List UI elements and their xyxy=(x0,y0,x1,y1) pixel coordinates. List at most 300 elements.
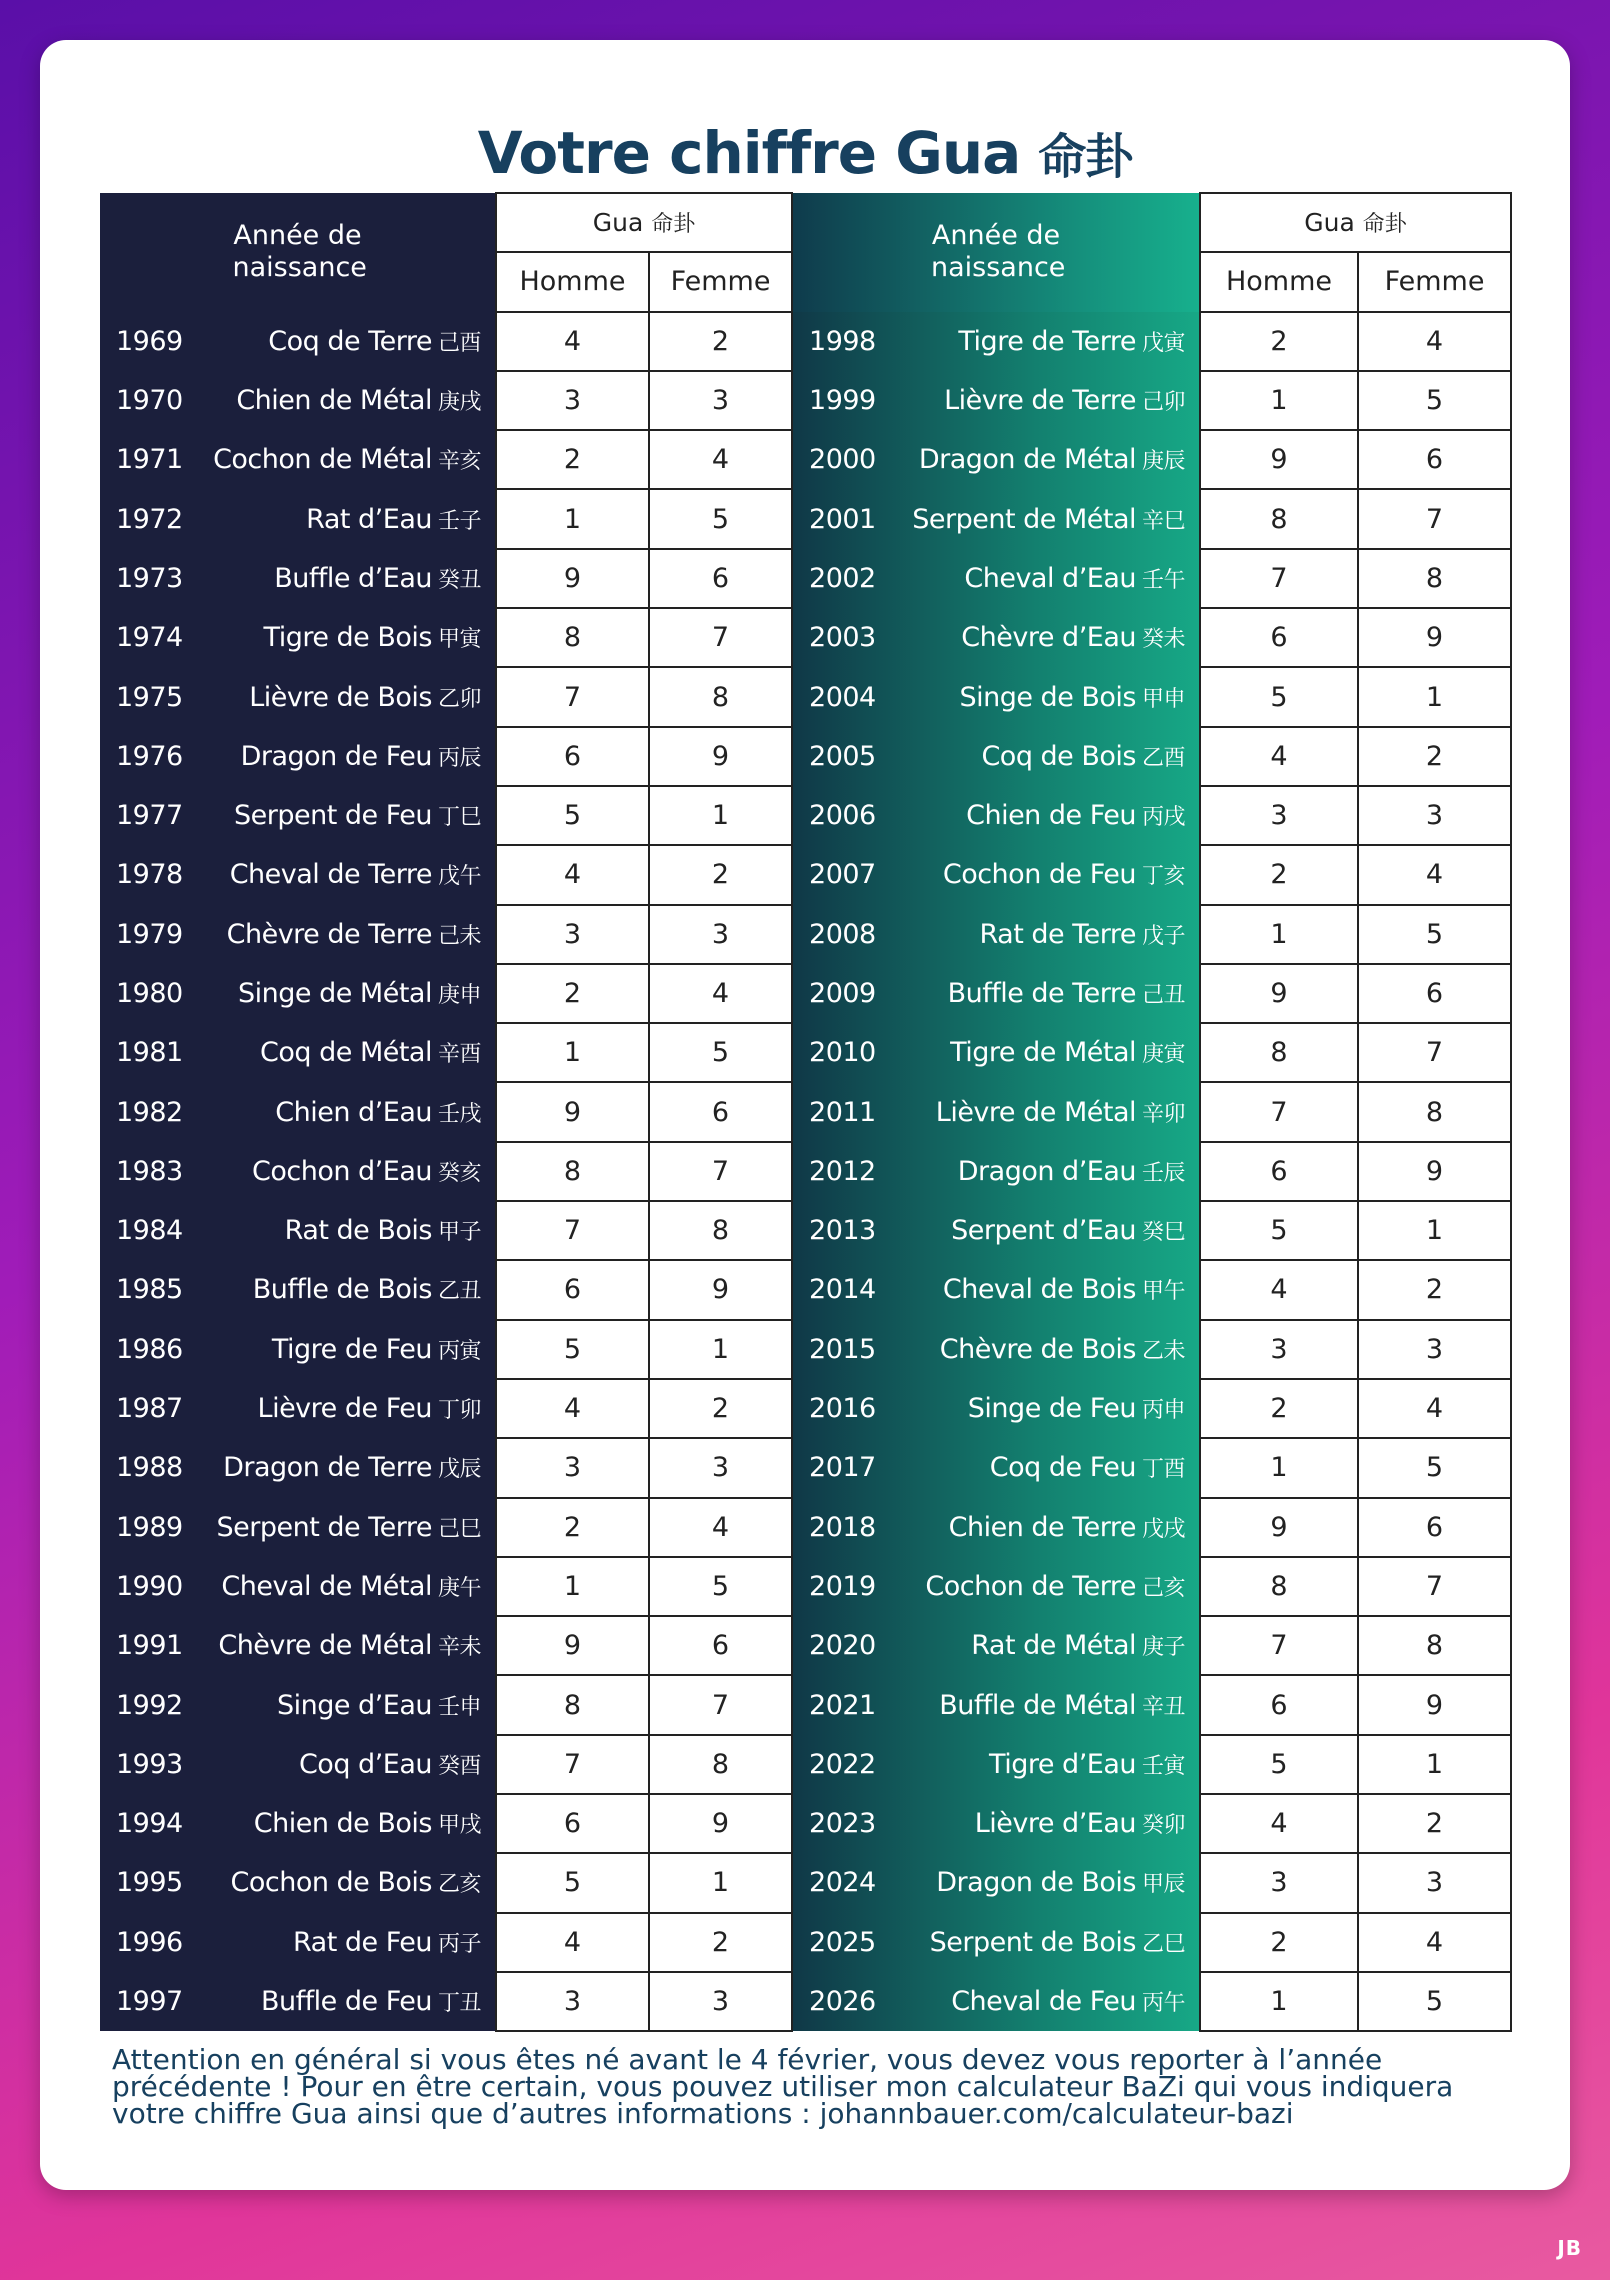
gua-femme-cell: 7 xyxy=(1358,489,1511,548)
year-cell-right xyxy=(792,1082,1200,1141)
zodiac-sign xyxy=(958,1156,1185,1187)
birth-year: 1992 xyxy=(116,1689,183,1721)
year-cell-left xyxy=(100,1913,496,1972)
table-row xyxy=(100,667,1511,726)
zodiac-sign xyxy=(919,444,1185,475)
gua-homme-cell: 3 xyxy=(1200,786,1358,845)
gua-homme-cell: 1 xyxy=(496,1023,649,1082)
birth-year: 2021 xyxy=(809,1689,876,1721)
header-gua-left: Gua 命卦 xyxy=(496,193,792,252)
zodiac-sign xyxy=(968,1393,1185,1424)
table-row xyxy=(100,786,1511,845)
zodiac-name: Singe de Bois xyxy=(959,681,1136,713)
zodiac-sign xyxy=(966,800,1185,831)
birth-year: 1999 xyxy=(809,385,876,417)
zodiac-name: Cheval de Métal xyxy=(221,1570,432,1602)
gua-homme-cell: 9 xyxy=(1200,964,1358,1023)
gua-femme-cell: 3 xyxy=(649,1972,792,2031)
zodiac-sign xyxy=(299,1749,481,1780)
zodiac-sign xyxy=(236,385,481,416)
gua-table xyxy=(100,192,1512,2032)
year-cell-left xyxy=(100,1794,496,1853)
zodiac-sign xyxy=(930,1927,1185,1958)
gua-homme-cell: 8 xyxy=(1200,1023,1358,1082)
gua-femme-cell: 9 xyxy=(649,727,792,786)
zodiac-chinese: 庚申 xyxy=(437,983,481,1008)
gua-femme-cell: 7 xyxy=(1358,1023,1511,1082)
gua-homme-cell: 4 xyxy=(1200,1794,1358,1853)
year-cell-right xyxy=(792,1379,1200,1438)
birth-year: 2003 xyxy=(809,622,876,654)
gua-femme-cell: 8 xyxy=(649,667,792,726)
birth-year: 2025 xyxy=(809,1926,876,1958)
zodiac-chinese: 壬子 xyxy=(437,508,481,534)
zodiac-sign xyxy=(943,859,1185,890)
footer-note: Attention en général si vous êtes né avant le 4 février, vous devez vous reporter à l’année précédente ! Pour en être certain, vous pouvez utiliser mon calculateur BaZi qui vous indiquera votre chiffre Gua ainsi que d’autres informations : johannbauer.com/calculateur-bazi xyxy=(112,2043,1454,2130)
year-cell-left xyxy=(100,430,496,489)
birth-year: 2015 xyxy=(809,1333,876,1365)
zodiac-chinese: 己丑 xyxy=(1142,983,1186,1008)
zodiac-sign xyxy=(975,1808,1185,1839)
zodiac-chinese: 庚午 xyxy=(437,1575,481,1601)
zodiac-chinese: 庚寅 xyxy=(1142,1042,1186,1068)
zodiac-name: Dragon de Terre xyxy=(223,1452,432,1484)
header-femme-left: Femme xyxy=(649,252,792,311)
gua-homme-cell: 1 xyxy=(496,1557,649,1616)
gua-femme-cell: 6 xyxy=(649,1082,792,1141)
zodiac-name: Lièvre de Terre xyxy=(944,385,1136,417)
gua-femme-cell: 7 xyxy=(1358,1557,1511,1616)
zodiac-name: Serpent de Terre xyxy=(216,1511,432,1543)
zodiac-name: Chèvre de Terre xyxy=(226,918,432,950)
gua-femme-cell: 9 xyxy=(649,1260,792,1319)
header-birth-year-left: Année de naissance xyxy=(100,193,496,312)
zodiac-sign xyxy=(227,919,481,950)
table-row xyxy=(100,489,1511,548)
zodiac-name: Serpent de Feu xyxy=(233,800,432,832)
zodiac-name: Chèvre de Bois xyxy=(939,1333,1136,1365)
year-cell-right xyxy=(792,608,1200,667)
gua-homme-cell: 5 xyxy=(496,1320,649,1379)
birth-year: 2001 xyxy=(809,503,876,535)
gua-femme-cell: 4 xyxy=(1358,845,1511,904)
zodiac-chinese: 己未 xyxy=(437,923,481,949)
gua-homme-cell: 3 xyxy=(496,1972,649,2031)
zodiac-name: Coq de Métal xyxy=(260,1037,432,1069)
table-row xyxy=(100,1082,1511,1141)
gua-femme-cell: 1 xyxy=(649,786,792,845)
table-row xyxy=(100,727,1511,786)
table-row xyxy=(100,1260,1511,1319)
table-row xyxy=(100,845,1511,904)
gua-homme-cell: 1 xyxy=(1200,905,1358,964)
zodiac-name: Rat de Bois xyxy=(284,1215,432,1247)
zodiac-sign xyxy=(218,1630,481,1661)
year-cell-left xyxy=(100,608,496,667)
zodiac-name: Chien de Métal xyxy=(236,385,432,417)
zodiac-name: Cochon de Feu xyxy=(942,859,1136,891)
zodiac-name: Lièvre de Métal xyxy=(935,1096,1136,1128)
zodiac-name: Rat d’Eau xyxy=(306,503,432,535)
zodiac-sign xyxy=(912,504,1185,535)
gua-homme-cell: 3 xyxy=(496,371,649,430)
gua-homme-cell: 6 xyxy=(496,727,649,786)
year-cell-right xyxy=(792,312,1200,371)
zodiac-sign xyxy=(940,1334,1185,1365)
zodiac-sign xyxy=(277,1690,481,1721)
gua-femme-cell: 6 xyxy=(1358,964,1511,1023)
zodiac-name: Singe d’Eau xyxy=(276,1689,432,1721)
zodiac-name: Serpent d’Eau xyxy=(951,1215,1136,1247)
table-row xyxy=(100,1142,1511,1201)
gua-homme-cell: 8 xyxy=(1200,489,1358,548)
gua-femme-cell: 5 xyxy=(1358,1438,1511,1497)
birth-year: 2010 xyxy=(809,1037,876,1069)
zodiac-name: Chien d’Eau xyxy=(275,1096,432,1128)
zodiac-chinese: 壬辰 xyxy=(1142,1160,1186,1186)
zodiac-name: Buffle de Feu xyxy=(261,1986,432,2018)
birth-year: 2020 xyxy=(809,1630,876,1662)
year-cell-left xyxy=(100,786,496,845)
table-row xyxy=(100,905,1511,964)
year-cell-left xyxy=(100,1557,496,1616)
zodiac-chinese: 辛未 xyxy=(437,1635,481,1661)
zodiac-sign xyxy=(264,622,481,653)
year-cell-right xyxy=(792,786,1200,845)
zodiac-chinese: 壬戌 xyxy=(437,1101,481,1127)
zodiac-chinese: 丁巳 xyxy=(437,805,481,831)
year-cell-right xyxy=(792,1853,1200,1912)
birth-year: 2018 xyxy=(809,1511,876,1543)
zodiac-chinese: 辛巳 xyxy=(1142,508,1186,534)
gua-femme-cell: 1 xyxy=(1358,1201,1511,1260)
zodiac-sign xyxy=(221,1571,481,1602)
year-cell-right xyxy=(792,964,1200,1023)
birth-year: 2013 xyxy=(809,1215,876,1247)
zodiac-sign xyxy=(238,978,481,1009)
gua-homme-cell: 5 xyxy=(496,786,649,845)
year-cell-left xyxy=(100,1498,496,1557)
gua-femme-cell: 8 xyxy=(649,1735,792,1794)
table-row xyxy=(100,312,1511,371)
zodiac-name: Chien de Feu xyxy=(966,800,1136,832)
gua-homme-cell: 3 xyxy=(1200,1853,1358,1912)
gua-homme-cell: 6 xyxy=(1200,1675,1358,1734)
birth-year: 1995 xyxy=(116,1867,183,1899)
table-row xyxy=(100,430,1511,489)
zodiac-sign xyxy=(258,1393,481,1424)
year-cell-left xyxy=(100,1023,496,1082)
zodiac-sign xyxy=(217,1512,482,1543)
zodiac-sign xyxy=(939,1690,1185,1721)
gua-homme-cell: 9 xyxy=(496,1616,649,1675)
zodiac-name: Buffle de Bois xyxy=(252,1274,432,1306)
year-cell-left xyxy=(100,845,496,904)
gua-homme-cell: 9 xyxy=(496,1082,649,1141)
gua-femme-cell: 1 xyxy=(1358,667,1511,726)
gua-homme-cell: 1 xyxy=(496,489,649,548)
year-cell-right xyxy=(792,1320,1200,1379)
zodiac-sign xyxy=(950,1037,1185,1068)
gua-homme-cell: 6 xyxy=(1200,608,1358,667)
zodiac-name: Chèvre d’Eau xyxy=(961,622,1136,654)
gua-homme-cell: 9 xyxy=(1200,1498,1358,1557)
zodiac-name: Serpent de Bois xyxy=(929,1926,1136,1958)
title-chinese: 命卦 xyxy=(1038,129,1133,185)
birth-year: 1986 xyxy=(116,1333,183,1365)
gua-homme-cell: 5 xyxy=(1200,667,1358,726)
gua-homme-cell: 6 xyxy=(496,1260,649,1319)
birth-year: 1983 xyxy=(116,1155,183,1187)
zodiac-name: Chien de Terre xyxy=(948,1511,1136,1543)
birth-year: 2019 xyxy=(809,1570,876,1602)
gua-femme-cell: 3 xyxy=(649,371,792,430)
title-text: Votre chiffre Gua xyxy=(477,119,1021,187)
gua-femme-cell: 8 xyxy=(1358,549,1511,608)
zodiac-name: Rat de Métal xyxy=(971,1630,1136,1662)
zodiac-chinese: 戊戌 xyxy=(1142,1516,1186,1542)
year-cell-right xyxy=(792,549,1200,608)
year-cell-right xyxy=(792,1913,1200,1972)
year-cell-left xyxy=(100,371,496,430)
year-cell-left xyxy=(100,1379,496,1438)
zodiac-name: Chien de Bois xyxy=(253,1808,432,1840)
zodiac-sign xyxy=(958,326,1185,357)
year-cell-left xyxy=(100,1320,496,1379)
table-row xyxy=(100,371,1511,430)
zodiac-chinese: 丙辰 xyxy=(437,745,481,771)
zodiac-sign xyxy=(241,741,481,772)
zodiac-name: Dragon d’Eau xyxy=(957,1155,1136,1187)
gua-homme-cell: 3 xyxy=(1200,1320,1358,1379)
zodiac-chinese: 壬午 xyxy=(1142,567,1186,593)
gua-femme-cell: 3 xyxy=(1358,1320,1511,1379)
gua-homme-cell: 2 xyxy=(496,430,649,489)
gua-homme-cell: 2 xyxy=(1200,845,1358,904)
gua-homme-cell: 6 xyxy=(1200,1142,1358,1201)
table-row xyxy=(100,1972,1511,2031)
gua-homme-cell: 3 xyxy=(496,1438,649,1497)
zodiac-name: Lièvre de Bois xyxy=(249,681,432,713)
gua-homme-cell: 4 xyxy=(496,845,649,904)
year-cell-left xyxy=(100,1201,496,1260)
zodiac-sign xyxy=(254,1808,481,1839)
zodiac-name: Cheval d’Eau xyxy=(964,562,1136,594)
birth-year: 1998 xyxy=(809,325,876,357)
year-cell-left xyxy=(100,1438,496,1497)
gua-femme-cell: 9 xyxy=(1358,608,1511,667)
gua-femme-cell: 1 xyxy=(649,1320,792,1379)
gua-femme-cell: 3 xyxy=(1358,786,1511,845)
birth-year: 1984 xyxy=(116,1215,183,1247)
zodiac-sign xyxy=(944,385,1185,416)
signature-logo: JB xyxy=(1557,2236,1582,2260)
gua-femme-cell: 2 xyxy=(649,1379,792,1438)
gua-femme-cell: 5 xyxy=(1358,905,1511,964)
year-cell-right xyxy=(792,1438,1200,1497)
gua-femme-cell: 1 xyxy=(1358,1735,1511,1794)
gua-femme-cell: 5 xyxy=(649,489,792,548)
zodiac-name: Tigre de Métal xyxy=(950,1037,1136,1069)
zodiac-sign xyxy=(936,1867,1185,1898)
gua-homme-cell: 9 xyxy=(496,549,649,608)
zodiac-chinese: 壬寅 xyxy=(1142,1753,1186,1779)
zodiac-chinese: 戊寅 xyxy=(1142,330,1186,356)
zodiac-chinese: 戊子 xyxy=(1142,923,1186,949)
gua-homme-cell: 7 xyxy=(496,1201,649,1260)
table-row xyxy=(100,1853,1511,1912)
year-cell-left xyxy=(100,1142,496,1201)
gua-femme-cell: 7 xyxy=(649,608,792,667)
year-cell-right xyxy=(792,1794,1200,1853)
zodiac-sign xyxy=(230,859,481,890)
year-cell-left xyxy=(100,1675,496,1734)
birth-year: 2002 xyxy=(809,562,876,594)
gua-homme-cell: 7 xyxy=(496,1735,649,1794)
gua-homme-cell: 1 xyxy=(1200,1972,1358,2031)
gua-femme-cell: 2 xyxy=(649,845,792,904)
birth-year: 2009 xyxy=(809,978,876,1009)
zodiac-name: Cochon d’Eau xyxy=(252,1155,432,1187)
zodiac-chinese: 丙申 xyxy=(1142,1398,1186,1424)
header-homme-left: Homme xyxy=(496,252,649,311)
birth-year: 1987 xyxy=(116,1393,183,1425)
birth-year: 2014 xyxy=(809,1274,876,1306)
gua-femme-cell: 4 xyxy=(649,1498,792,1557)
gua-femme-cell: 8 xyxy=(1358,1616,1511,1675)
birth-year: 2007 xyxy=(809,859,876,891)
zodiac-chinese: 甲辰 xyxy=(1142,1872,1186,1898)
year-cell-right xyxy=(792,489,1200,548)
year-cell-left xyxy=(100,1853,496,1912)
gua-homme-cell: 4 xyxy=(496,1379,649,1438)
gua-homme-cell: 4 xyxy=(1200,727,1358,786)
zodiac-sign xyxy=(961,622,1185,653)
birth-year: 1982 xyxy=(116,1096,183,1128)
gua-homme-cell: 4 xyxy=(496,312,649,371)
gua-homme-cell: 4 xyxy=(1200,1260,1358,1319)
birth-year: 2008 xyxy=(809,918,876,950)
table-row xyxy=(100,1379,1511,1438)
zodiac-sign xyxy=(268,326,481,357)
zodiac-name: Singe de Métal xyxy=(238,978,432,1009)
zodiac-sign xyxy=(293,1927,481,1958)
zodiac-chinese: 甲寅 xyxy=(437,627,481,653)
zodiac-chinese: 辛亥 xyxy=(437,449,481,475)
gua-card xyxy=(40,40,1570,2190)
gua-femme-cell: 2 xyxy=(1358,1794,1511,1853)
zodiac-chinese: 辛丑 xyxy=(1142,1694,1186,1720)
zodiac-sign xyxy=(990,1452,1185,1483)
birth-year: 2017 xyxy=(809,1452,876,1484)
gua-femme-cell: 1 xyxy=(649,1853,792,1912)
table-row xyxy=(100,1557,1511,1616)
birth-year: 1976 xyxy=(116,740,183,772)
zodiac-chinese: 戊午 xyxy=(437,864,481,890)
table-body xyxy=(100,312,1511,2032)
gua-femme-cell: 3 xyxy=(649,1438,792,1497)
gua-femme-cell: 6 xyxy=(1358,1498,1511,1557)
birth-year: 2012 xyxy=(809,1155,876,1187)
year-cell-right xyxy=(792,1498,1200,1557)
zodiac-chinese: 庚子 xyxy=(1142,1635,1186,1661)
gua-femme-cell: 3 xyxy=(1358,1853,1511,1912)
zodiac-name: Rat de Terre xyxy=(979,918,1136,950)
zodiac-chinese: 己巳 xyxy=(437,1516,481,1542)
birth-year: 1996 xyxy=(116,1926,183,1958)
birth-year: 1972 xyxy=(116,503,183,535)
gua-homme-cell: 2 xyxy=(496,964,649,1023)
zodiac-sign xyxy=(285,1215,481,1246)
zodiac-chinese: 丁丑 xyxy=(437,1991,481,2017)
gua-homme-cell: 8 xyxy=(496,608,649,667)
zodiac-chinese: 乙亥 xyxy=(437,1872,481,1898)
zodiac-chinese: 癸未 xyxy=(1142,627,1186,653)
year-cell-right xyxy=(792,1260,1200,1319)
birth-year: 1974 xyxy=(116,622,183,654)
table-row xyxy=(100,1438,1511,1497)
zodiac-name: Tigre de Feu xyxy=(271,1333,432,1365)
zodiac-chinese: 己亥 xyxy=(1142,1575,1186,1601)
birth-year: 1973 xyxy=(116,562,183,594)
table-row xyxy=(100,1675,1511,1734)
gua-homme-cell: 7 xyxy=(496,667,649,726)
zodiac-name: Cheval de Bois xyxy=(942,1274,1136,1306)
gua-homme-cell: 2 xyxy=(1200,1379,1358,1438)
year-cell-left xyxy=(100,1082,496,1141)
zodiac-chinese: 丁酉 xyxy=(1142,1457,1186,1483)
zodiac-chinese: 乙未 xyxy=(1142,1338,1186,1364)
year-cell-right xyxy=(792,371,1200,430)
zodiac-name: Tigre d’Eau xyxy=(989,1748,1136,1780)
zodiac-sign xyxy=(936,1097,1185,1128)
table-row xyxy=(100,964,1511,1023)
zodiac-chinese: 庚戌 xyxy=(437,390,481,416)
zodiac-name: Tigre de Terre xyxy=(958,325,1136,357)
gua-homme-cell: 5 xyxy=(1200,1201,1358,1260)
zodiac-chinese: 癸丑 xyxy=(437,567,481,593)
gua-femme-cell: 4 xyxy=(1358,1913,1511,1972)
zodiac-name: Cochon de Bois xyxy=(230,1867,432,1899)
zodiac-sign xyxy=(925,1571,1185,1602)
zodiac-name: Rat de Feu xyxy=(292,1926,432,1958)
gua-homme-cell: 5 xyxy=(1200,1735,1358,1794)
gua-homme-cell: 2 xyxy=(1200,312,1358,371)
zodiac-name: Dragon de Feu xyxy=(240,740,432,772)
year-cell-right xyxy=(792,667,1200,726)
zodiac-sign xyxy=(943,1274,1185,1305)
gua-homme-cell: 2 xyxy=(496,1498,649,1557)
gua-femme-cell: 6 xyxy=(1358,430,1511,489)
gua-homme-cell: 2 xyxy=(1200,1913,1358,1972)
birth-year: 2023 xyxy=(809,1808,876,1840)
gua-femme-cell: 3 xyxy=(649,905,792,964)
header-gua-right: Gua 命卦 xyxy=(1200,193,1511,252)
zodiac-chinese: 癸酉 xyxy=(437,1753,481,1779)
year-cell-left xyxy=(100,964,496,1023)
zodiac-sign xyxy=(213,444,481,475)
birth-year: 2000 xyxy=(809,444,876,476)
zodiac-sign xyxy=(981,741,1185,772)
zodiac-name: Lièvre de Feu xyxy=(257,1393,432,1425)
zodiac-chinese: 癸卯 xyxy=(1142,1813,1186,1839)
zodiac-sign xyxy=(272,1334,481,1365)
birth-year: 1977 xyxy=(116,800,183,832)
year-cell-right xyxy=(792,430,1200,489)
year-cell-right xyxy=(792,1972,1200,2031)
gua-femme-cell: 9 xyxy=(1358,1142,1511,1201)
zodiac-name: Buffle de Terre xyxy=(947,978,1136,1009)
